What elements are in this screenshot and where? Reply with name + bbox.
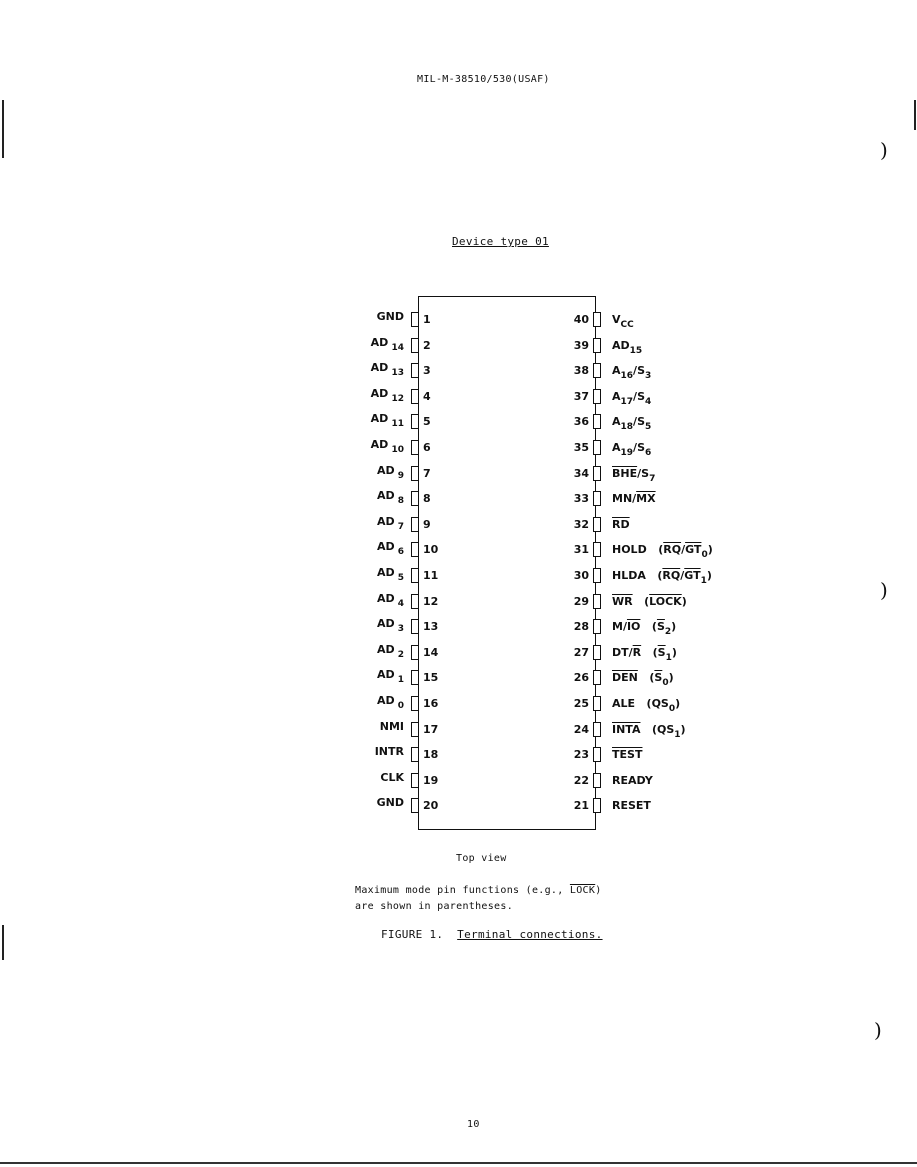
pin-5-subscript: 11 <box>388 419 404 430</box>
pin-38-label <box>612 364 652 382</box>
pin-40-label <box>612 313 634 330</box>
pin-14-label <box>376 642 404 660</box>
pin-15-signal: AD <box>376 668 395 682</box>
pin-37-label-part-3: 4 <box>645 396 652 407</box>
pin-37-box <box>593 389 601 404</box>
pin-5-signal: AD <box>370 412 389 426</box>
pin-19-box <box>411 773 419 788</box>
pin-28-number: 28 <box>573 620 589 634</box>
pin-13-label <box>376 617 404 635</box>
pin-18-label <box>375 745 404 758</box>
pin-30-label <box>612 569 712 586</box>
pin-16-subscript: 0 <box>394 701 404 711</box>
pin-35-label-part-1: 19 <box>620 448 634 458</box>
pin-1-label <box>377 310 404 323</box>
pin-26-label-part-2: $\overline{S}$ <box>654 671 663 685</box>
pin-13-box <box>411 619 419 634</box>
pin-1-signal: GND <box>376 310 404 323</box>
dip-package-outline <box>418 296 596 830</box>
pin-9-signal: AD <box>376 514 395 528</box>
pin-34-label-part-2: 7 <box>649 473 656 484</box>
pin-31-label-part-0: HOLD <box>612 543 647 557</box>
pin-12-box <box>411 594 419 609</box>
pin-23-label-part-0: TEST <box>612 748 643 762</box>
pin-35-label <box>612 441 652 458</box>
pin-36-label-part-2: /S <box>633 415 645 429</box>
pin-12-label <box>376 591 404 609</box>
pin-8-number: 8 <box>423 492 431 506</box>
pin-22-label <box>612 774 653 787</box>
pin-2-number: 2 <box>423 338 431 352</box>
pin-3-subscript: 13 <box>388 368 404 379</box>
pin-38-number: 38 <box>573 364 589 378</box>
pin-2-subscript: 14 <box>388 342 404 353</box>
pin-5-box <box>411 414 419 429</box>
pin-38-label-part-2: /S <box>633 364 645 378</box>
pin-9-label <box>376 514 404 532</box>
pin-7-signal: AD <box>376 463 395 477</box>
pin-18-signal: INTR <box>374 745 404 759</box>
scan-margin-mark <box>914 100 916 130</box>
pin-14-box <box>411 645 419 660</box>
pin-24-label <box>612 722 686 740</box>
pin-3-box <box>411 363 419 378</box>
pin-4-box <box>411 389 419 404</box>
pin-12-signal: AD <box>376 591 395 605</box>
pin-14-subscript: 2 <box>394 649 404 660</box>
pin-34-label-part-1: /S <box>637 466 650 480</box>
scan-bottom-edge <box>0 1162 917 1164</box>
pin-31-label-part-5: 0 <box>701 550 708 561</box>
pin-13-subscript: 3 <box>394 624 404 635</box>
pin-6-number: 6 <box>423 441 431 454</box>
pin-2-box <box>411 338 419 353</box>
pin-38-label-part-0: A <box>612 364 621 378</box>
pin-27-label-part-2: ( <box>641 645 658 659</box>
pin-32-label-part-0: $\overline{RD}$ <box>612 517 630 531</box>
pin-14-number: 14 <box>423 645 439 659</box>
pin-33-box <box>593 491 601 506</box>
pin-29-box <box>593 594 601 609</box>
pin-6-box <box>411 440 419 455</box>
scan-margin-mark <box>2 100 4 158</box>
pin-16-number: 16 <box>423 697 439 710</box>
pin-40-number: 40 <box>573 313 589 326</box>
pin-6-subscript: 10 <box>388 445 404 455</box>
pin-10-label <box>376 540 404 558</box>
pin-31-number: 31 <box>573 543 589 557</box>
scan-margin-mark <box>2 925 4 960</box>
pin-36-label <box>612 415 652 433</box>
pin-20-label <box>377 796 404 809</box>
pin-23-label <box>612 748 642 761</box>
pin-24-label-part-2: 1 <box>674 729 681 740</box>
pin-33-number: 33 <box>573 492 589 506</box>
pin-23-box <box>593 747 601 762</box>
page-number: 10 <box>467 1119 480 1130</box>
pin-7-subscript: 9 <box>394 470 404 481</box>
pin-29-label-part-2: LOCK <box>649 594 682 608</box>
pin-28-label <box>612 620 677 638</box>
pin-2-label <box>370 335 404 353</box>
pin-32-box <box>593 517 601 532</box>
pin-6-label <box>370 438 404 455</box>
pin-30-label-part-4: $\overline{GT}$ <box>684 569 701 582</box>
pin-15-number: 15 <box>423 671 439 685</box>
pin-36-label-part-3: 5 <box>645 422 652 433</box>
pin-21-number: 21 <box>573 799 589 813</box>
pin-26-label-part-0: $\overline{DEN}$ <box>612 671 638 685</box>
pin-21-label <box>612 799 651 812</box>
pin-34-label <box>612 466 656 484</box>
pin-8-subscript: 8 <box>394 496 404 507</box>
pin-19-signal: CLK <box>380 770 404 784</box>
pin-25-label-part-3: ) <box>675 697 681 710</box>
pin-29-label-part-1: ( <box>632 594 650 608</box>
figure-caption <box>381 928 603 941</box>
pin-12-subscript: 4 <box>394 598 404 609</box>
caption-title: Terminal connections. <box>457 928 603 941</box>
pin-35-box <box>593 440 601 455</box>
pin-24-box <box>593 722 601 737</box>
pin-39-label-part-1: 15 <box>629 345 643 356</box>
pin-9-subscript: 7 <box>394 521 404 532</box>
pin-16-box <box>411 696 419 711</box>
pin-24-label-part-1: (QS <box>640 722 675 736</box>
document-header: MIL-M-38510/530(USAF) <box>417 74 550 85</box>
pin-13-signal: AD <box>376 617 395 631</box>
pin-31-box <box>593 542 601 557</box>
pin-28-label-part-5: ) <box>671 620 677 634</box>
pin-21-box <box>593 798 601 813</box>
pin-24-label-part-0: INTA <box>612 722 641 736</box>
pin-7-number: 7 <box>423 466 431 480</box>
pin-31-label-part-3: / <box>681 543 686 557</box>
pin-11-signal: AD <box>376 566 395 579</box>
pin-22-number: 22 <box>573 773 589 787</box>
pin-35-label-part-0: A <box>612 441 621 454</box>
pin-37-label-part-1: 17 <box>620 396 634 407</box>
pin-32-label <box>612 518 630 531</box>
pin-17-number: 17 <box>423 722 439 736</box>
pin-11-label <box>376 566 404 583</box>
pin-2-signal: AD <box>370 335 389 349</box>
pin-29-label-part-3: ) <box>681 594 687 608</box>
pin-25-box <box>593 696 601 711</box>
pin-37-label-part-0: A <box>612 389 621 403</box>
pin-39-label <box>612 338 643 356</box>
pin-30-label-part-6: ) <box>706 569 712 582</box>
pin-31-label <box>612 543 713 561</box>
figure-note-line1 <box>355 885 602 896</box>
pin-27-number: 27 <box>573 645 589 659</box>
note-text: Maximum mode pin functions (e.g., <box>355 885 570 896</box>
pin-15-box <box>411 670 419 685</box>
pin-31-label-part-2: $\overline{RQ}$ <box>663 543 682 557</box>
pin-39-box <box>593 338 601 353</box>
pin-23-number: 23 <box>573 748 589 762</box>
pin-18-number: 18 <box>423 748 439 762</box>
pin-1-box <box>411 312 419 327</box>
pin-34-label-part-0: $\overline{BHE}$ <box>612 466 638 480</box>
pin-27-box <box>593 645 601 660</box>
pin-39-number: 39 <box>573 338 589 352</box>
pin-20-number: 20 <box>423 799 439 813</box>
pin-22-label-part-0: READY <box>612 773 653 787</box>
pin-27-label-part-4: 1 <box>665 652 672 663</box>
pin-40-label-part-0: V <box>612 313 621 326</box>
pin-24-number: 24 <box>573 722 589 736</box>
pin-37-label-part-2: /S <box>633 389 645 403</box>
pin-38-label-part-1: 16 <box>620 371 634 382</box>
caption-prefix: FIGURE 1. <box>381 928 444 941</box>
pin-3-number: 3 <box>423 364 431 378</box>
pin-11-box <box>411 568 419 583</box>
figure-note-line2: are shown in parentheses. <box>355 901 514 912</box>
note-close-paren: ) <box>595 885 602 896</box>
scan-paren-mark: ) <box>880 138 888 162</box>
pin-30-box <box>593 568 601 583</box>
pin-10-subscript: 6 <box>394 547 404 558</box>
pin-26-label-part-3: 0 <box>662 678 669 689</box>
pin-30-label-part-5: 1 <box>700 576 707 586</box>
pin-28-label-part-4: 2 <box>664 627 672 638</box>
pin-31-label-part-1: ( <box>646 543 664 557</box>
pin-36-box <box>593 414 601 429</box>
pin-30-number: 30 <box>573 569 589 582</box>
pin-8-signal: AD <box>376 489 395 503</box>
pin-26-label-part-1: ( <box>637 671 655 685</box>
pin-40-box <box>593 312 601 327</box>
pin-25-label-part-1: (QS <box>635 697 669 710</box>
pin-16-label <box>376 694 404 711</box>
pin-15-label <box>376 668 404 686</box>
pin-4-number: 4 <box>423 389 431 403</box>
pin-28-label-part-0: M/ <box>612 620 627 634</box>
pin-38-label-part-3: 3 <box>645 371 652 382</box>
pin-9-box <box>411 517 419 532</box>
pin-29-label-part-0: $\overline{WR}$ <box>612 594 633 608</box>
pin-30-label-part-2: $\overline{RQ}$ <box>662 569 681 582</box>
pin-30-label-part-0: HLDA <box>612 569 646 582</box>
pin-36-label-part-1: 18 <box>620 422 634 433</box>
pin-11-number: 11 <box>423 569 439 582</box>
pin-10-signal: AD <box>376 540 395 554</box>
pin-8-label <box>376 489 404 507</box>
pin-3-label <box>370 361 404 379</box>
pin-25-label-part-0: ALE <box>612 697 636 710</box>
pin-27-label-part-1: $\overline{R}$ <box>632 645 642 659</box>
pin-9-number: 9 <box>423 517 431 531</box>
pin-12-number: 12 <box>423 594 439 608</box>
pin-11-subscript: 5 <box>394 573 404 583</box>
pin-13-number: 13 <box>423 620 439 634</box>
pin-4-label <box>370 386 404 404</box>
pin-25-number: 25 <box>573 697 589 710</box>
pin-8-box <box>411 491 419 506</box>
pin-17-signal: NMI <box>379 719 404 733</box>
pin-5-label <box>370 412 404 430</box>
device-title: Device type 01 <box>452 235 549 248</box>
pin-33-label-part-1: $\overline{MX}$ <box>636 492 656 506</box>
pin-17-label <box>380 720 404 733</box>
pin-16-signal: AD <box>376 694 395 707</box>
pin-27-label-part-0: DT/ <box>612 645 633 659</box>
pin-3-signal: AD <box>370 361 389 375</box>
pin-4-subscript: 12 <box>388 393 404 404</box>
pin-40-label-part-1: CC <box>620 320 634 330</box>
pin-6-signal: AD <box>370 438 389 451</box>
pin-1-number: 1 <box>423 313 431 326</box>
note-example-signal: LOCK <box>569 885 596 896</box>
pin-7-label <box>376 463 404 481</box>
pin-32-number: 32 <box>573 517 589 531</box>
pin-26-number: 26 <box>573 671 589 685</box>
pin-17-box <box>411 722 419 737</box>
pin-26-label <box>612 671 674 689</box>
pin-34-box <box>593 466 601 481</box>
pin-10-box <box>411 542 419 557</box>
pin-19-number: 19 <box>423 773 439 787</box>
pin-28-label-part-2: ( <box>640 620 657 634</box>
pin-35-number: 35 <box>573 441 589 454</box>
pin-26-box <box>593 670 601 685</box>
pin-33-label <box>612 492 656 505</box>
view-label: Top view <box>456 853 507 864</box>
pin-36-label-part-0: A <box>612 415 621 429</box>
pin-4-signal: AD <box>370 386 389 400</box>
pin-35-label-part-3: 6 <box>645 448 652 458</box>
pin-29-label <box>612 595 687 608</box>
pin-27-label <box>612 645 677 663</box>
pin-37-label <box>612 389 652 407</box>
pin-14-signal: AD <box>376 642 395 656</box>
pin-29-number: 29 <box>573 594 589 608</box>
pin-27-label-part-3: $\overline{S}$ <box>657 645 666 659</box>
pin-20-signal: GND <box>376 796 404 810</box>
pin-28-label-part-1: $\overline{IO}$ <box>626 620 641 634</box>
pin-15-subscript: 1 <box>394 675 404 686</box>
pin-26-label-part-4: ) <box>668 671 674 685</box>
pin-31-label-part-4: $\overline{GT}$ <box>685 543 702 557</box>
pin-31-label-part-6: ) <box>707 543 713 557</box>
pin-10-number: 10 <box>423 543 439 557</box>
pin-20-box <box>411 798 419 813</box>
pin-28-box <box>593 619 601 634</box>
pin-24-label-part-3: ) <box>680 722 686 736</box>
pin-21-label-part-0: RESET <box>612 799 651 813</box>
scan-paren-mark: ) <box>880 578 888 602</box>
pin-38-box <box>593 363 601 378</box>
scan-paren-mark: ) <box>874 1018 882 1042</box>
pin-22-box <box>593 773 601 788</box>
pin-27-label-part-5: ) <box>671 645 677 659</box>
pin-39-label-part-0: AD <box>612 338 630 352</box>
pin-5-number: 5 <box>423 415 431 429</box>
pin-30-label-part-1: ( <box>645 569 663 582</box>
pin-7-box <box>411 466 419 481</box>
pin-35-label-part-2: /S <box>633 441 645 454</box>
pin-37-number: 37 <box>573 389 589 403</box>
pin-30-label-part-3: / <box>680 569 685 582</box>
pin-19-label <box>380 771 404 784</box>
pin-28-label-part-3: $\overline{S}$ <box>656 620 665 634</box>
pin-34-number: 34 <box>573 466 589 480</box>
pin-18-box <box>411 747 419 762</box>
pin-25-label-part-2: 0 <box>668 704 676 714</box>
pin-36-number: 36 <box>573 415 589 429</box>
pin-25-label <box>612 697 681 714</box>
pin-33-label-part-0: MN/ <box>612 492 637 506</box>
